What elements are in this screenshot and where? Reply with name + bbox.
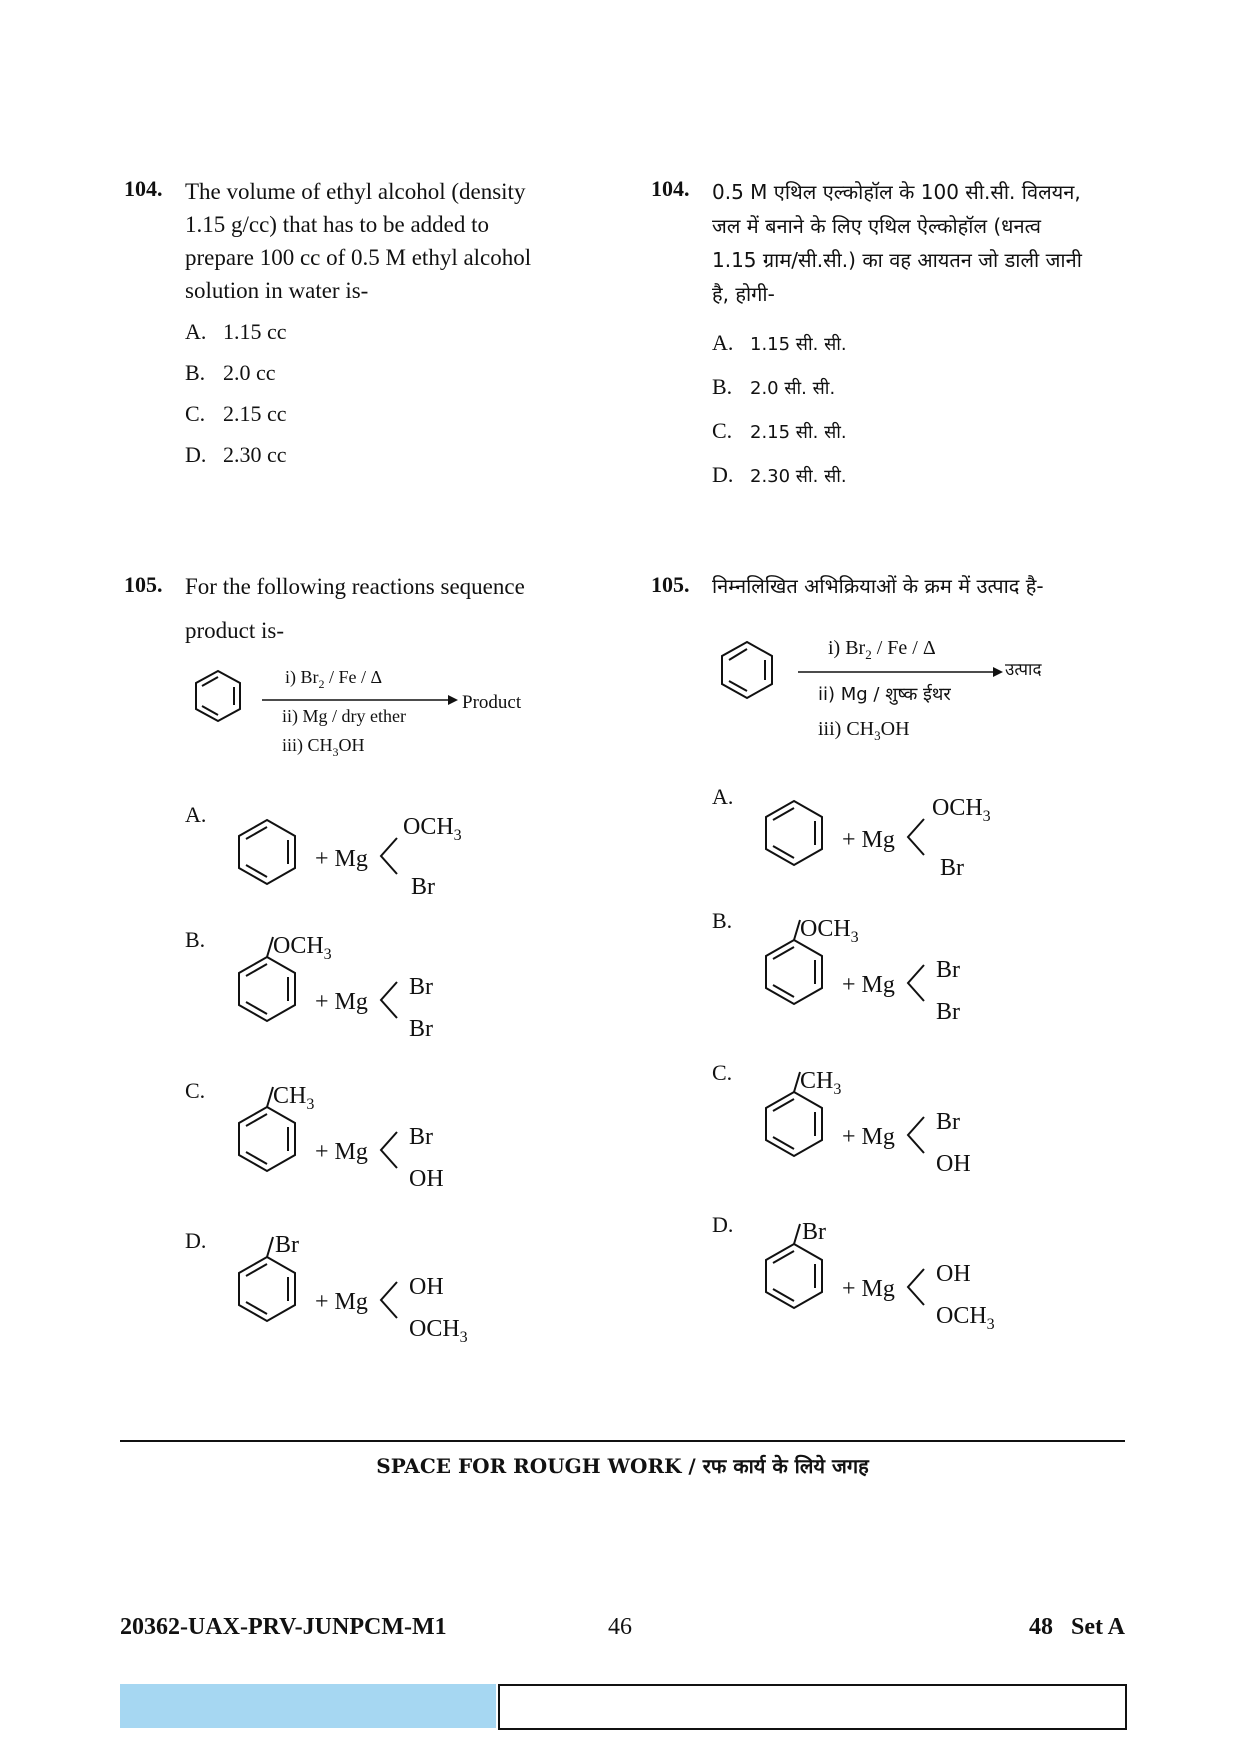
svg-text:Br: Br: [275, 1232, 299, 1258]
option-b[interactable]: B. 2.0 सी. सी.: [712, 374, 836, 399]
option-c-label: C.: [712, 1060, 733, 1085]
option-b[interactable]: B. 2.0 cc: [185, 360, 276, 385]
option-a-structure[interactable]: [752, 785, 1052, 885]
svg-text:Br: Br: [409, 974, 433, 1000]
reaction-step3: iii) $CH_3OH$: [818, 718, 910, 743]
divider: [120, 1440, 1125, 1442]
option-a-label: A.: [712, 784, 734, 809]
question-number: 104.: [651, 176, 690, 201]
option-a[interactable]: A. 1.15 cc: [185, 319, 287, 344]
svg-text:Br: Br: [936, 1109, 960, 1135]
option-c-structure[interactable]: [752, 1060, 1052, 1190]
option-d-label: D.: [712, 1212, 734, 1237]
question-number: 105.: [651, 572, 690, 597]
svg-text:OCH3: $OCH_3$: [409, 1316, 468, 1346]
benzene-ring-icon: [766, 801, 822, 865]
svg-text:+ Mg: + Mg: [842, 1276, 895, 1302]
svg-text:Br: Br: [411, 874, 435, 900]
svg-text:+ Mg: + Mg: [842, 827, 895, 853]
reaction-step3: iii) $CH_3OH$: [282, 735, 365, 759]
question-line: है, होगी-: [712, 282, 775, 306]
question-text: [185, 175, 605, 307]
answer-box: [498, 1684, 1127, 1730]
benzene-ring-icon: [766, 940, 822, 1004]
svg-text:CH3: $CH_3$: [800, 1068, 842, 1098]
svg-text:+ Mg: + Mg: [315, 989, 368, 1015]
svg-text:Br: Br: [936, 957, 960, 983]
benzene-ring-icon: [239, 1107, 295, 1171]
option-d[interactable]: D. 2.30 cc: [185, 442, 287, 467]
svg-text:+ Mg: + Mg: [315, 1139, 368, 1165]
option-d[interactable]: D. 2.30 सी. सी.: [712, 462, 847, 487]
svg-text:Br: Br: [940, 855, 964, 881]
svg-text:Br: Br: [936, 999, 960, 1025]
question-line: निम्नलिखित अभिक्रियाओं के क्रम में उत्पाद है-: [712, 574, 1044, 598]
question-text: [712, 175, 1142, 311]
svg-text:+ Mg: + Mg: [842, 972, 895, 998]
svg-text:OCH3: $OCH_3$: [800, 916, 859, 946]
reaction-scheme: [180, 655, 550, 765]
svg-text:OCH3: $OCH_3$: [273, 933, 332, 963]
rough-work-label: SPACE FOR ROUGH WORK / रफ कार्य के लिये जगह: [376, 1454, 869, 1478]
option-b-label: B.: [185, 927, 206, 952]
question-line: solution in water is-: [185, 278, 369, 303]
option-d-structure[interactable]: [752, 1212, 1052, 1347]
svg-text:+ Mg: + Mg: [315, 1289, 368, 1315]
svg-text:OCH3: $OCH_3$: [936, 1303, 995, 1333]
option-c-label: C.: [185, 1078, 206, 1103]
option-a[interactable]: A. 1.15 सी. सी.: [712, 330, 847, 355]
option-c[interactable]: C. 2.15 cc: [185, 401, 287, 426]
svg-text:Br: Br: [409, 1124, 433, 1150]
option-b-structure[interactable]: [752, 908, 1052, 1038]
benzene-ring-icon: [722, 642, 772, 698]
question-line: 1.15 g/cc) that has to be added to: [185, 212, 490, 237]
benzene-ring-icon: [239, 1257, 295, 1321]
reaction-step1: i) $Br_2$ / Fe / Δ: [285, 667, 383, 691]
reaction-product: Product: [462, 692, 522, 713]
paper-code: 20362-UAX-PRV-JUNPCM-M1: [120, 1614, 447, 1640]
question-line: product is-: [185, 618, 285, 643]
question-line: जल में बनाने के लिए एथिल ऐल्कोहॉल (धनत्व: [712, 214, 1042, 238]
benzene-ring-icon: [239, 820, 295, 884]
option-b-structure[interactable]: [225, 925, 525, 1055]
option-c[interactable]: C. 2.15 सी. सी.: [712, 418, 847, 443]
question-line: prepare 100 cc of 0.5 M ethyl alcohol: [185, 245, 532, 270]
svg-text:+ Mg: + Mg: [315, 846, 368, 872]
set-label: 48 Set A: [1029, 1614, 1125, 1640]
reaction-step1: i) $Br_2$ / Fe / Δ: [828, 637, 936, 662]
option-a-label: A.: [185, 802, 207, 827]
blue-bar: [120, 1684, 496, 1728]
reaction-scheme: [710, 630, 1090, 755]
svg-text:Br: Br: [409, 1016, 433, 1042]
svg-text:CH3: $CH_3$: [273, 1083, 315, 1113]
option-d-structure[interactable]: [225, 1225, 525, 1360]
question-number: 104.: [124, 176, 163, 201]
svg-text:+ Mg: + Mg: [842, 1124, 895, 1150]
benzene-ring-icon: [766, 1244, 822, 1308]
svg-text:OCH3: $OCH_3$: [403, 814, 462, 844]
question-number: 105.: [124, 572, 163, 597]
svg-text:OCH3: $OCH_3$: [932, 795, 991, 825]
reaction-step2: ii) Mg / dry ether: [282, 706, 406, 726]
svg-text:OH: OH: [936, 1261, 971, 1287]
reaction-step2: ii) Mg / शुष्क ईथर: [818, 684, 951, 705]
svg-text:OH: OH: [409, 1274, 444, 1300]
svg-text:OH: OH: [409, 1166, 444, 1192]
benzene-ring-icon: [196, 671, 240, 721]
option-c-structure[interactable]: [225, 1075, 525, 1205]
reaction-product: उत्पाद: [1005, 660, 1042, 680]
benzene-ring-icon: [239, 957, 295, 1021]
option-a-structure[interactable]: [225, 800, 525, 900]
question-line: The volume of ethyl alcohol (density: [185, 179, 526, 204]
question-line: For the following reactions sequence: [185, 574, 525, 599]
question-line: 0.5 M एथिल एल्कोहॉल के 100 सी.सी. विलयन,: [712, 180, 1081, 204]
question-line: 1.15 ग्राम/सी.सी.) का वह आयतन जो डाली जानी: [712, 248, 1082, 272]
svg-text:Br: Br: [802, 1219, 826, 1245]
page-number: 46: [608, 1614, 632, 1640]
svg-text:OH: OH: [936, 1151, 971, 1177]
option-b-label: B.: [712, 908, 733, 933]
option-d-label: D.: [185, 1228, 207, 1253]
benzene-ring-icon: [766, 1092, 822, 1156]
